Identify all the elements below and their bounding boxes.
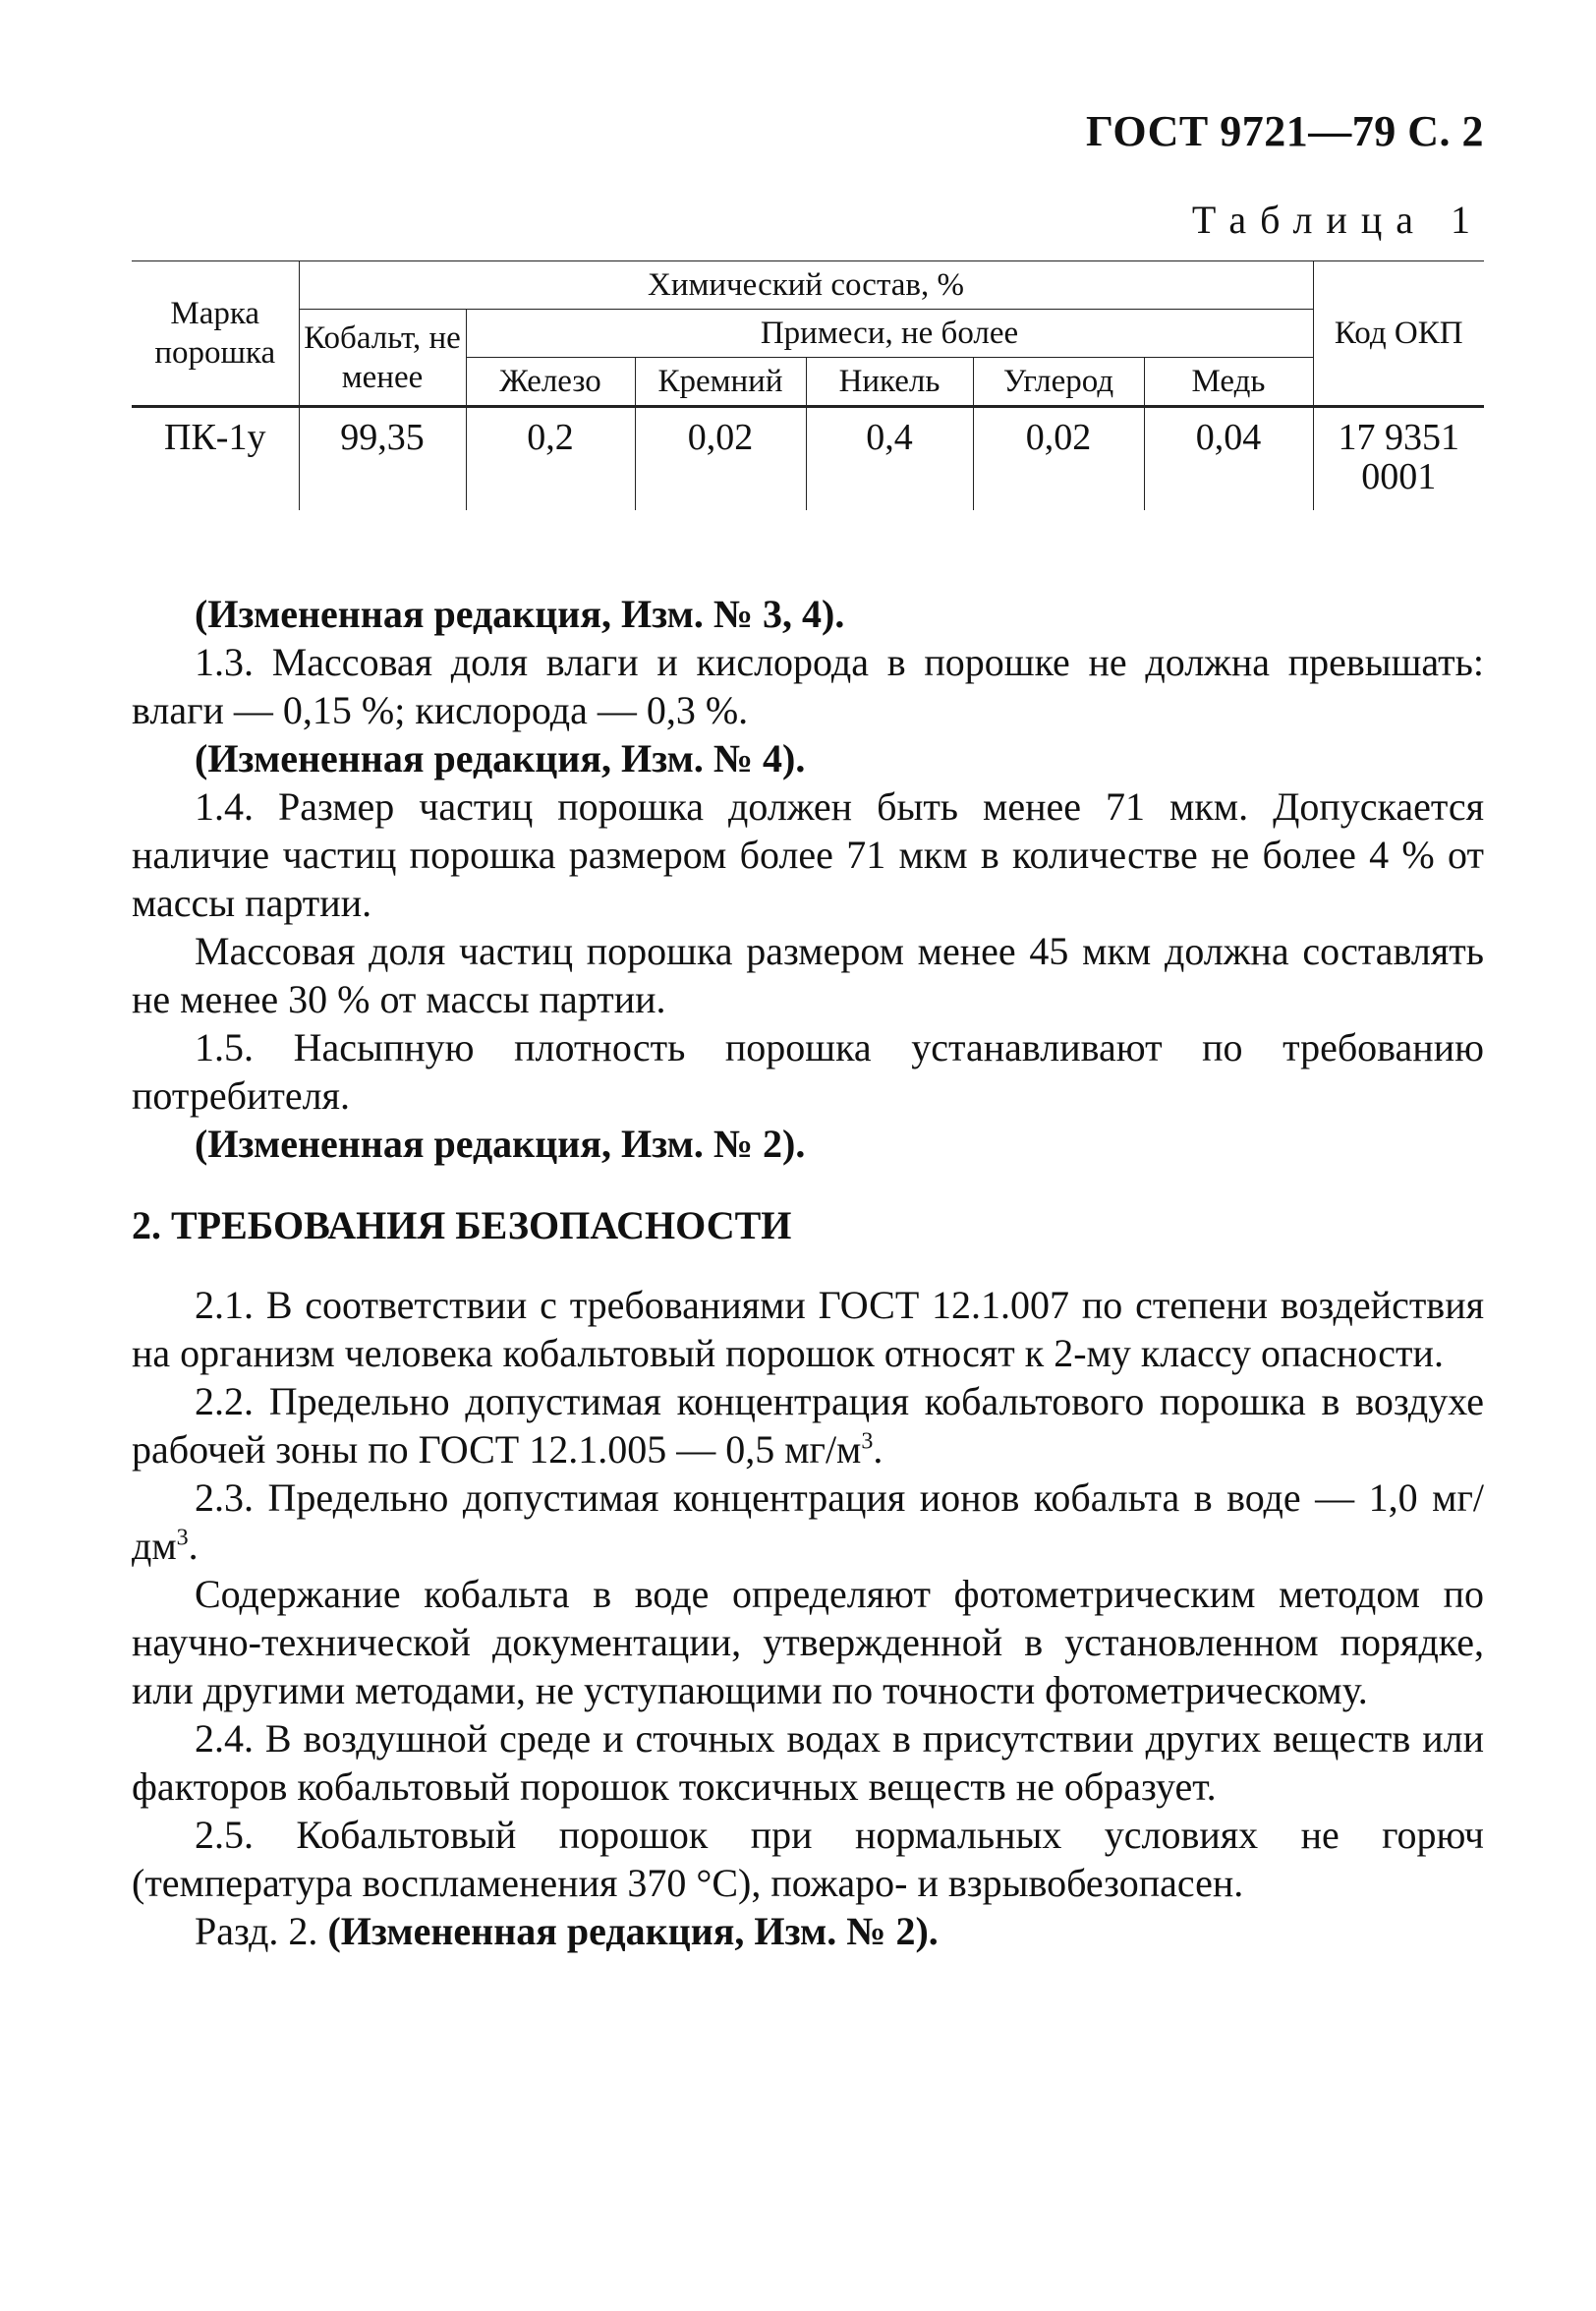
col-group-chemical: Химический состав, % (299, 261, 1313, 310)
chemical-composition-table (132, 260, 1484, 510)
cell-nickel: 0,4 (806, 407, 973, 511)
section-title: 2. ТРЕБОВАНИЯ БЕЗОПАСНОСТИ (132, 1203, 792, 1247)
paragraph-2-2-end: . (873, 1427, 884, 1472)
superscript: 3 (861, 1428, 874, 1455)
col-header-mark: Марка порошка (132, 261, 299, 407)
col-header-iron: Железо (466, 358, 635, 407)
document-header: ГОСТ 9721—79 С. 2 (1085, 107, 1484, 155)
document-body (132, 590, 1484, 1955)
col-header-copper: Медь (1144, 358, 1313, 407)
paragraph-1-5: 1.5. Насыпную плотность порошка устанавливают по требованию потребителя. (132, 1025, 1484, 1118)
col-header-carbon: Углерод (973, 358, 1144, 407)
revision-prefix: Разд. 2. (195, 1909, 328, 1953)
cell-cobalt: 99,35 (299, 407, 466, 511)
revision-note-section-2 (132, 1907, 1484, 1955)
table-caption: Таблица 1 (1191, 198, 1484, 242)
col-header-cobalt: Кобальт, не менее (299, 310, 466, 407)
cell-mark: ПК-1у (132, 407, 299, 511)
cell-kod-line2: 0001 (1361, 456, 1437, 497)
paragraph-2-3-end: . (188, 1524, 199, 1568)
paragraph-2-3-continued: Содержание кобальта в воде определяют фотометрическим методом по научно-технической документации, утвержденной в установленном порядке, или другими методами, не уступающими по точности фотометрическому. (132, 1572, 1484, 1712)
revision-bold: (Измененная редакция, Изм. № 2). (327, 1909, 939, 1953)
col-group-impurities: Примеси, не более (466, 310, 1313, 358)
cell-carbon: 0,02 (973, 407, 1144, 511)
cell-copper: 0,04 (1144, 407, 1313, 511)
paragraph-2-1: 2.1. В соответствии с требованиями ГОСТ 12.1.007 по степени воздействия на организм человека кобальтовый порошок относят к 2-му классу опасности. (132, 1283, 1484, 1375)
cell-iron: 0,2 (466, 407, 635, 511)
paragraph-2-4: 2.4. В воздушной среде и сточных водах в присутствии других веществ или факторов кобальтовый порошок токсичных веществ не образует. (132, 1716, 1484, 1809)
revision-note: (Измененная редакция, Изм. № 4). (195, 736, 806, 780)
table-row (132, 407, 1484, 511)
paragraph-2-3-text: 2.3. Предельно допустимая концентрация ионов кобальта в воде — 1,0 мг/дм (132, 1475, 1484, 1568)
col-header-kod: Код ОКП (1313, 261, 1484, 407)
paragraph-2-3 (132, 1473, 1484, 1570)
col-header-nickel: Никель (806, 358, 973, 407)
paragraph-2-2 (132, 1377, 1484, 1473)
revision-note: (Измененная редакция, Изм. № 2). (195, 1122, 806, 1166)
col-header-silicon: Кремний (635, 358, 806, 407)
paragraph-1-4: 1.4. Размер частиц порошка должен быть менее 71 мкм. Допускается наличие частиц порошка размером более 71 мкм в количестве не более 4 % от массы партии. (132, 784, 1484, 925)
cell-kod (1313, 407, 1484, 511)
cell-silicon: 0,02 (635, 407, 806, 511)
revision-note: (Измененная редакция, Изм. № 3, 4). (195, 592, 845, 636)
paragraph-2-5: 2.5. Кобальтовый порошок при нормальных условиях не горюч (температура воспламенения 370 °С), пожаро- и взрывобезопасен. (132, 1813, 1484, 1905)
paragraph-1-4-continued: Массовая доля частиц порошка размером менее 45 мкм должна составлять не менее 30 % от массы партии. (132, 929, 1484, 1021)
cell-kod-line1: 17 9351 (1338, 417, 1459, 458)
superscript: 3 (176, 1525, 189, 1551)
paragraph-2-2-text: 2.2. Предельно допустимая концентрация кобальтового порошка в воздухе рабочей зоны по ГОСТ 12.1.005 — 0,5 мг/м (132, 1379, 1484, 1472)
paragraph-1-3: 1.3. Массовая доля влаги и кислорода в порошке не должна превышать: влаги — 0,15 %; кислорода — 0,3 %. (132, 640, 1484, 732)
